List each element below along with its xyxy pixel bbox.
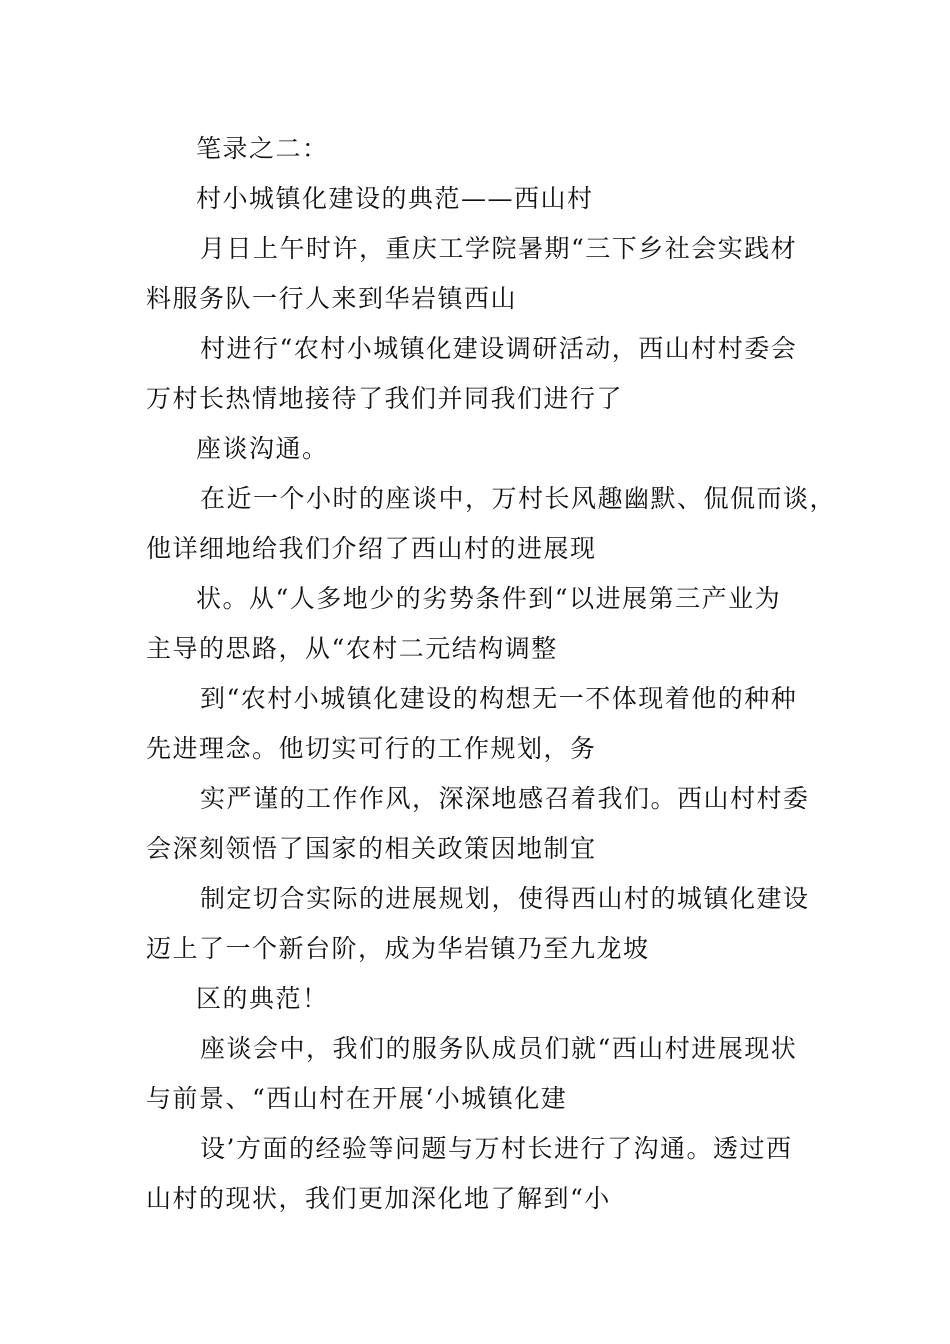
text-line: 先进理念。他切实可行的工作规划，务 (146, 734, 597, 763)
text-line: 座谈会中，我们的服务队成员们就“西山村进展现状 (200, 1034, 798, 1063)
text-line: 座谈沟通。 (196, 434, 329, 463)
text-line: 设’方面的经验等问题与万村长进行了沟通。透过西 (200, 1134, 793, 1163)
text-line: 料服务队一行人来到华岩镇西山 (146, 284, 518, 313)
text-line: 山村的现状，我们更加深化地了解到“小 (146, 1184, 611, 1213)
text-line: 主导的思路，从“农村二元结构调整 (146, 634, 558, 663)
text-line: 实严谨的工作作风，深深地感召着我们。西山村村委 (200, 784, 810, 813)
text-line: 万村长热情地接待了我们并同我们进行了 (146, 384, 624, 413)
text-line: 在近一个小时的座谈中，万村长风趣幽默、侃侃而谈， (200, 484, 837, 513)
text-line: 笔录之二： (196, 134, 329, 163)
text-line: 他详细地给我们介绍了西山村的进展现 (146, 534, 597, 563)
text-line: 与前景、“西山村在开展‘小城镇化建 (146, 1084, 568, 1113)
text-line: 区的典范！ (196, 984, 329, 1013)
text-line: 村进行“农村小城镇化建设调研活动，西山村村委会 (200, 334, 798, 363)
text-line: 制定切合实际的进展规划，使得西山村的城镇化建设 (200, 884, 810, 913)
text-line: 状。从“人多地少的劣势条件到“以进展第三产业为 (196, 584, 782, 613)
text-line: 村小城镇化建设的典范——西山村 (196, 184, 594, 213)
text-line: 会深刻领悟了国家的相关政策因地制宜 (146, 834, 597, 863)
text-line: 迈上了一个新台阶，成为华岩镇乃至九龙坡 (146, 934, 650, 963)
text-line: 月日上午时许，重庆工学院暑期“三下乡社会实践材 (200, 234, 798, 263)
text-line: 到“农村小城镇化建设的构想无一不体现着他的种种 (200, 684, 798, 713)
